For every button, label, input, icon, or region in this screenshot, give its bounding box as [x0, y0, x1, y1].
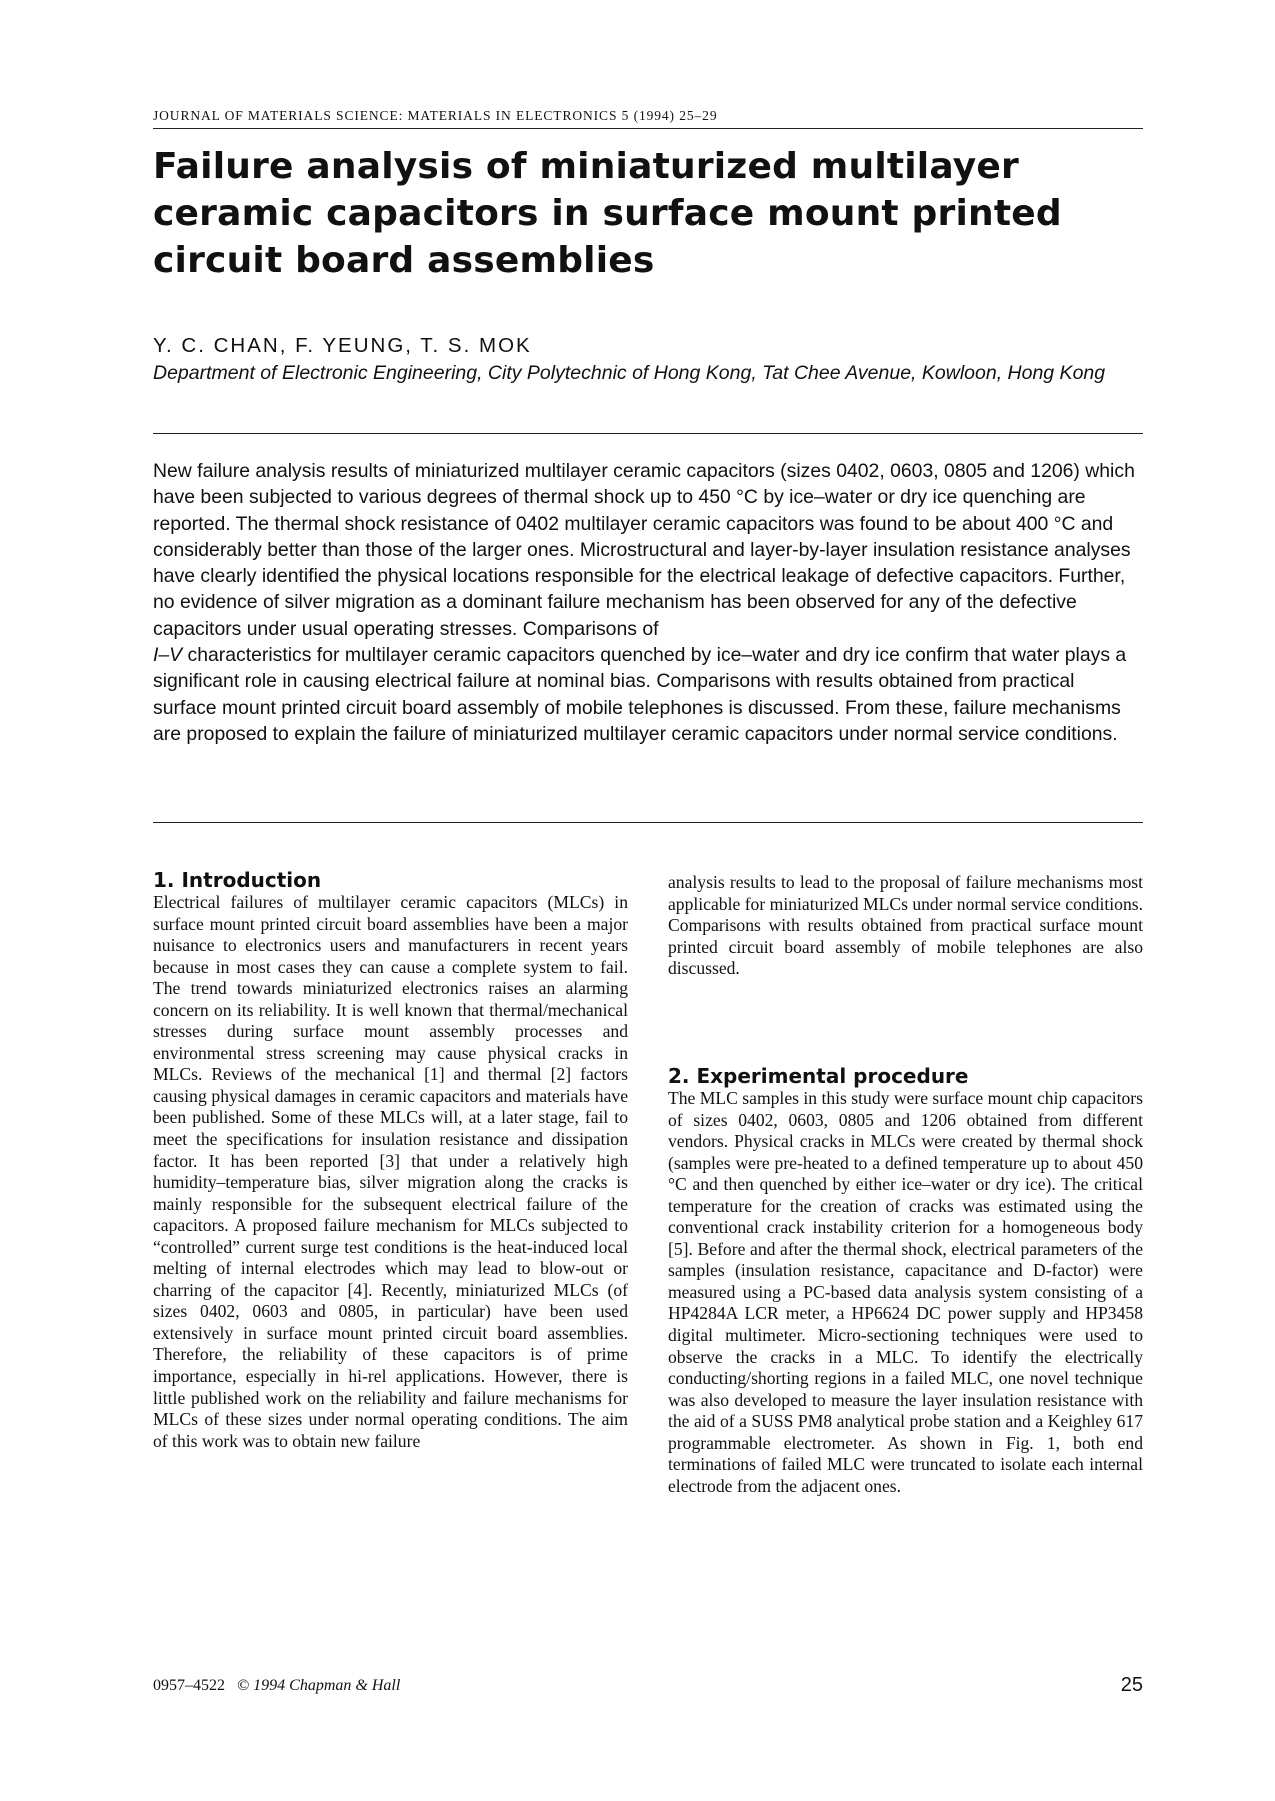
abstract-top-rule	[153, 433, 1143, 434]
footer-citation	[153, 1676, 400, 1696]
page-number: 25	[1120, 1674, 1143, 1696]
section-heading-introduction: 1. Introduction	[153, 868, 322, 892]
abstract-text-part2: characteristics for multilayer ceramic capacitors quenched by ice–water and dry ice confirm that water plays a significant role in causing electrical failure at nominal bias. Comparisons with results obtained from practical surface mount printed circuit board assembly of mobile telephones is discussed. From these, failure mechanisms are proposed to explain the failure of miniaturized multilayer ceramic capacitors under normal service conditions.	[153, 644, 1127, 745]
author-list: Y. C. CHAN, F. YEUNG, T. S. MOK	[153, 334, 532, 357]
footer-code: 0957–4522	[153, 1677, 225, 1694]
article-title: Failure analysis of miniaturized multilayer ceramic capacitors in surface mount printed circuit board assemblies	[153, 146, 1062, 281]
introduction-continuation: analysis results to lead to the proposal of failure mechanisms most applicable for miniaturized MLCs under normal service conditions. Comparisons with results obtained from practical surface mount printed circuit board assembly of mobile telephones are also discussed.	[668, 872, 1143, 979]
abstract-text-part1: New failure analysis results of miniaturized multilayer ceramic capacitors (sizes 0402, 0603, 0805 and 1206) which have been subjected to various degrees of thermal shock up to 450 °C by ice–water or dry ice quenching are reported. The thermal shock resistance of 0402 multilayer ceramic capacitors was found to be about 400 °C and considerably better than those of the larger ones. Microstructural and layer-by-layer insulation resistance analyses have clearly identified the physical locations responsible for the electrical leakage of defective capacitors. Further, no evidence of silver migration as a dominant failure mechanism has been observed for any of the defective capacitors under usual operating stresses. Comparisons of	[153, 460, 1135, 640]
journal-header: JOURNAL OF MATERIALS SCIENCE: MATERIALS IN ELECTRONICS 5 (1994) 25–29	[153, 108, 718, 123]
section-heading-experimental: 2. Experimental procedure	[668, 1064, 969, 1088]
author-affiliation: Department of Electronic Engineering, City Polytechnic of Hong Kong, Tat Chee Avenue, Kowloon, Hong Kong	[153, 362, 1106, 384]
abstract-bottom-rule	[153, 822, 1143, 823]
abstract-iv-term: I–V	[153, 644, 183, 667]
experimental-text: The MLC samples in this study were surface mount chip capacitors of sizes 0402, 0603, 0805 and 1206 obtained from different vendors. Physical cracks in MLCs were created by thermal shock (samples were pre-heated to a defined temperature up to about 450 °C and then quenched by either ice–water or dry ice). The critical temperature for the creation of cracks was estimated using the conventional crack instability criterion for a homogeneous body [5]. Before and after the thermal shock, electrical parameters of the samples (insulation resistance, capacitance and D-factor) were measured using a PC-based data analysis system consisting of a HP4284A LCR meter, a HP6624 DC power supply and HP3458 digital multimeter. Micro-sectioning techniques were used to observe the cracks in a MLC. To identify the electrically conducting/shorting regions in a failed MLC, one novel technique was also developed to measure the layer insulation resistance with the aid of a SUSS PM8 analytical probe station and a Keighley 617 programmable electrometer. As shown in Fig. 1, both end terminations of failed MLC were truncated to isolate each internal electrode from the adjacent ones.	[668, 1088, 1143, 1496]
footer-copyright: © 1994 Chapman & Hall	[237, 1677, 401, 1694]
introduction-text: Electrical failures of multilayer ceramic capacitors (MLCs) in surface mount printed circuit board assemblies have been a major nuisance to electronics users and manufacturers in recent years because in most cases they can cause a complete system to fail. The trend towards miniaturized electronics raises an alarming concern on its reliability. It is well known that thermal/mechanical stresses during surface mount assembly processes and environmental stress screening may cause physical cracks in MLCs. Reviews of the mechanical [1] and thermal [2] factors causing physical damages in ceramic capacitors and materials have been published. Some of these MLCs will, at a later stage, fail to meet the specifications for insulation resistance and dissipation factor. It has been reported [3] that under a relatively high humidity–temperature bias, silver migration along the cracks is mainly responsible for the subsequent electrical failure of the capacitors. A proposed failure mechanism for MLCs subjected to “controlled” current surge test conditions is the heat-induced local melting of internal electrodes which may lead to blow-out or charring of the capacitor [4]. Recently, miniaturized MLCs (of sizes 0402, 0603 and 0805, in particular) have been used extensively in surface mount printed circuit board assemblies. Therefore, the reliability of these capacitors is of prime importance, especially in hi-rel applications. However, there is little published work on the reliability and failure mechanisms for MLCs of these sizes under normal operating conditions. The aim of this work was to obtain new failure	[153, 892, 628, 1451]
abstract	[153, 458, 1138, 747]
header-rule	[153, 128, 1143, 129]
